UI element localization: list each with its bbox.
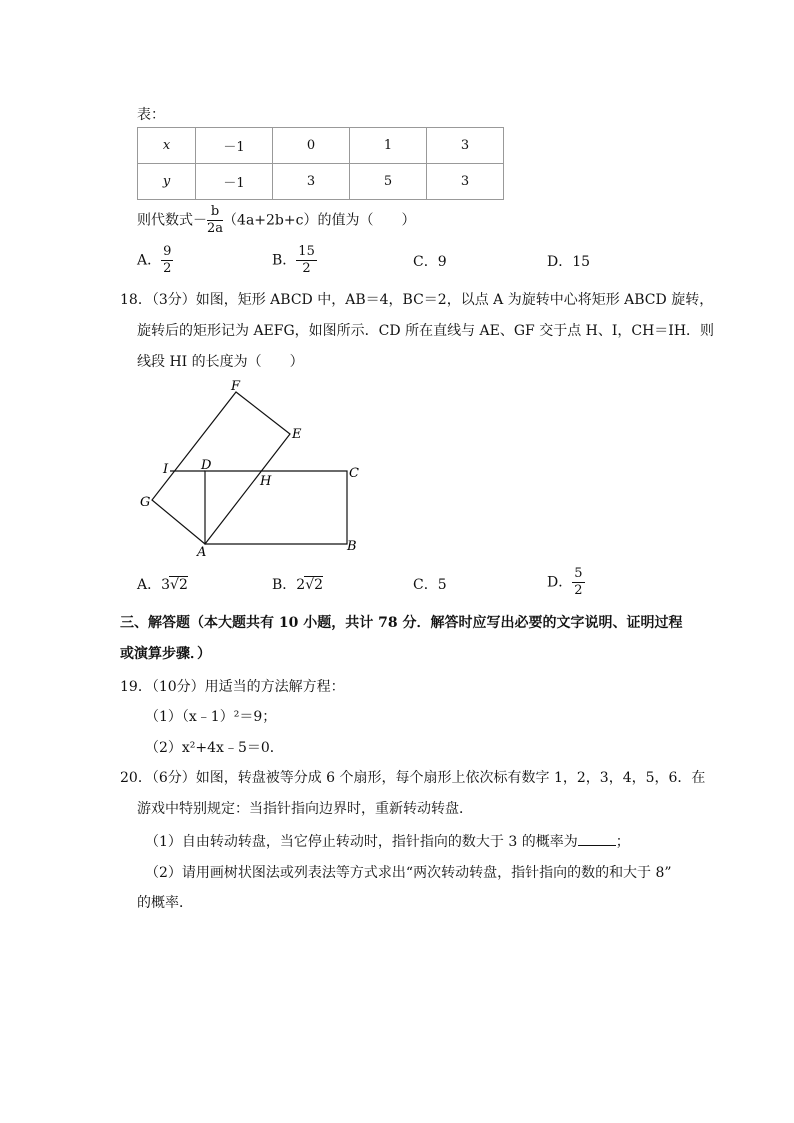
sqrt-radicand: √2: [170, 577, 188, 593]
rectangle-rotation-figure: [130, 372, 370, 562]
q19-title: 19．（10分）用适当的方法解方程：: [120, 679, 345, 695]
table-cell: 1: [350, 128, 427, 164]
q18-option-b[interactable]: [272, 574, 323, 594]
q18-line3: 线段 HI 的长度为（ ）: [137, 354, 304, 370]
fraction-denominator: 2: [163, 261, 172, 276]
fraction-denominator: 2a: [207, 221, 224, 236]
fraction-denominator: 2: [302, 261, 311, 276]
section-heading-cont: 或演算步骤．）: [120, 646, 211, 662]
q20-part1-text: （1）自由转动转盘，当它停止转动时，指针指向的数大于 3 的概率为: [145, 834, 578, 850]
answer-blank[interactable]: [578, 833, 616, 846]
table-row: [138, 128, 504, 164]
fraction-numerator: 9: [163, 244, 172, 259]
q18-line2: 旋转后的矩形记为 AEFG，如图所示．CD 所在直线与 AE、GF 交于点 H、I，CH＝IH．则: [137, 323, 715, 339]
q18-option-c[interactable]: C．5: [413, 577, 447, 593]
q17-option-d[interactable]: D．15: [547, 254, 591, 270]
q20-part1-end: ；: [615, 834, 630, 850]
q19-part2: （2）x²+4x﹣5＝0．: [145, 740, 284, 756]
table-cell: 5: [350, 164, 427, 200]
option-label: A．3: [137, 577, 171, 593]
q20-line1: 20．（6分）如图，转盘被等分成 6 个扇形，每个扇形上依次标有数字 1，2，3，4，5，6．在: [120, 770, 706, 786]
table-cell: 3: [427, 128, 504, 164]
table-header-y: y: [138, 164, 196, 200]
rectangle-abcd: [205, 471, 347, 544]
table-cell: －1: [196, 128, 273, 164]
table-row: [138, 164, 504, 200]
table-header-x: x: [138, 128, 196, 164]
rectangle-aefg: [152, 392, 290, 544]
table-cell: －1: [196, 164, 273, 200]
q18-option-d[interactable]: [547, 566, 585, 599]
label-i: I: [163, 462, 169, 477]
option-label: B．2: [272, 577, 306, 593]
q18-line1: 18．（3分）如图，矩形 ABCD 中，AB＝4，BC＝2，以点 A 为旋转中心将矩形 ABCD 旋转，: [120, 292, 714, 308]
q19-part1: （1）（x﹣1）²＝9；: [145, 709, 277, 725]
table-cell: 0: [273, 128, 350, 164]
q17-expression: [137, 204, 415, 237]
label-f: F: [231, 379, 241, 394]
option-label: B．: [272, 252, 297, 269]
sqrt-radicand: √2: [305, 577, 324, 593]
value-table: [137, 127, 504, 200]
q17-option-b[interactable]: [272, 244, 317, 277]
label-g: G: [140, 495, 151, 510]
q20-line2: 游戏中特别规定：当指针指向边界时，重新转动转盘．: [137, 801, 473, 817]
table-intro: 表：: [137, 107, 165, 123]
q20-part2-cont: 的概率．: [137, 895, 193, 911]
q17-option-c[interactable]: C．9: [413, 254, 447, 270]
q17-lead: 则代数式－: [137, 212, 207, 229]
fraction: [207, 204, 223, 237]
fraction-numerator: 5: [574, 566, 583, 581]
fraction-numerator: 15: [298, 244, 315, 259]
label-e: E: [292, 427, 302, 442]
fraction-numerator: b: [207, 204, 223, 221]
q17-option-a[interactable]: [137, 244, 173, 277]
label-a: A: [197, 545, 207, 560]
label-b: B: [347, 539, 357, 554]
label-d: D: [201, 458, 212, 473]
table-cell: 3: [273, 164, 350, 200]
label-h: H: [260, 474, 272, 489]
label-c: C: [349, 466, 359, 481]
section-heading: 三、解答题（本大题共有 10 小题，共计 78 分．解答时应写出必要的文字说明、证明过程: [120, 615, 683, 631]
fraction-denominator: 2: [574, 583, 583, 598]
q17-expr: （4a+2b+c）的值为（ ）: [223, 212, 416, 229]
q20-part2: （2）请用画树状图法或列表法等方式求出“两次转动转盘，指针指向的数的和大于 8”: [145, 865, 672, 881]
table-cell: 3: [427, 164, 504, 200]
q18-option-a[interactable]: [137, 574, 188, 594]
option-label: D．: [547, 574, 573, 591]
option-label: A．: [137, 252, 162, 269]
q20-part1: [145, 831, 630, 851]
